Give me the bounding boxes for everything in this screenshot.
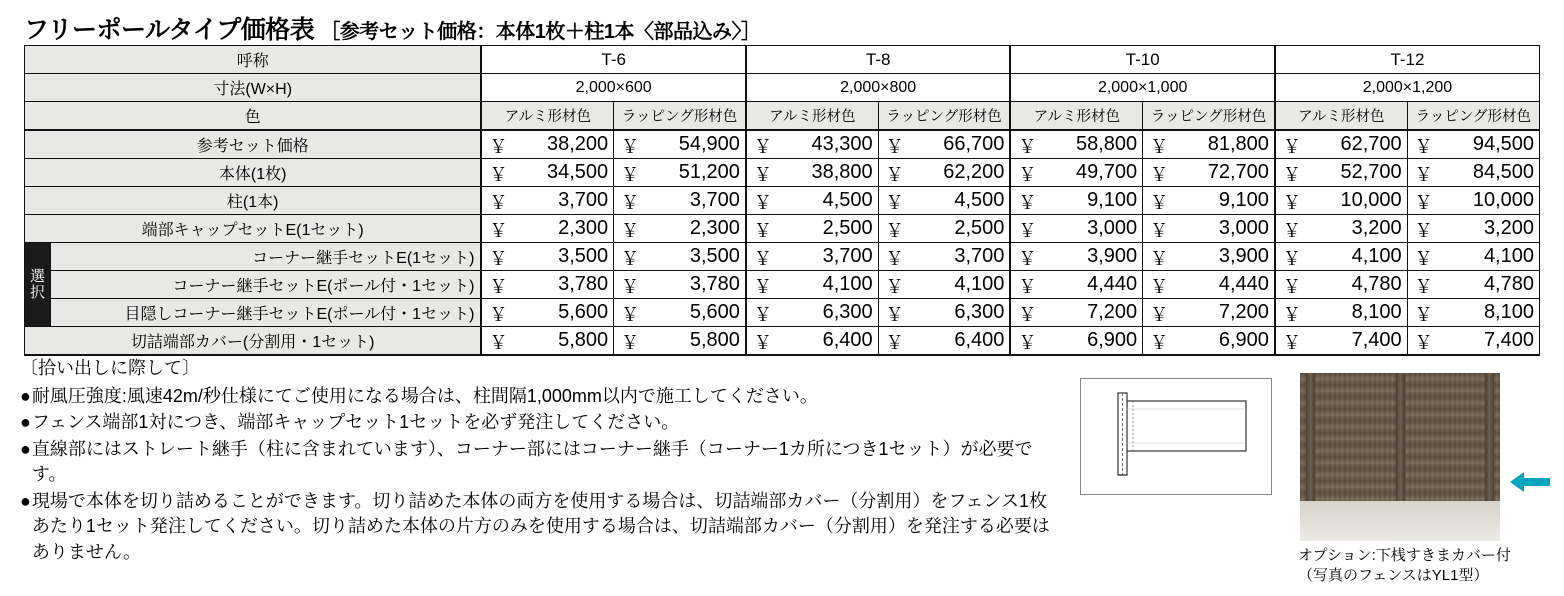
price-table — [24, 45, 1540, 356]
table-row-model — [25, 46, 1540, 74]
yen-symbol: ￥ — [1282, 277, 1301, 297]
yen-symbol: ￥ — [1282, 193, 1301, 213]
yen-symbol: ￥ — [1282, 333, 1301, 353]
endcap-t10-wrap: ￥ 3,000 — [1143, 215, 1275, 243]
blindcorner-t12-wrap: ￥ 8,100 — [1407, 299, 1539, 327]
endcap-t8-alumi: ￥ 2,500 — [746, 215, 878, 243]
yen-symbol: ￥ — [1018, 221, 1037, 241]
post-t12-wrap: ￥ 10,000 — [1407, 187, 1539, 215]
yen-symbol: ￥ — [621, 305, 640, 325]
photo-caption-line2: （写真のフェンスはYL1型） — [1298, 566, 1489, 584]
cutcover-t10-wrap: ￥ 6,900 — [1143, 327, 1275, 356]
cornerjoint-t12-alumi: ￥ 4,100 — [1275, 243, 1407, 271]
table-row-corner-joint — [25, 243, 1540, 271]
note-item — [20, 437, 1050, 488]
cornerjointpole-t8-alumi: ￥ 4,100 — [746, 271, 878, 299]
yen-symbol: ￥ — [489, 165, 508, 185]
yen-symbol: ￥ — [621, 333, 640, 353]
note-text: フェンス端部1対につき、端部キャップセット1セットを必ず発注してください。 — [31, 412, 680, 433]
body-t12-wrap: ￥ 84,500 — [1407, 159, 1539, 187]
endcap-t8-wrap: ￥ 2,500 — [878, 215, 1010, 243]
bullet-icon: ● — [20, 438, 31, 459]
endcap-t10-alumi: ￥ 3,000 — [1010, 215, 1142, 243]
photo-post-left — [1306, 373, 1315, 501]
color-t8-alumi: アルミ形材色 — [746, 102, 878, 131]
yen-symbol: ￥ — [1414, 249, 1433, 269]
post-t12-alumi: ￥ 10,000 — [1275, 187, 1407, 215]
color-t6-alumi: アルミ形材色 — [481, 102, 613, 131]
yen-symbol: ￥ — [1414, 221, 1433, 241]
table-row-cut-end-cover — [25, 327, 1540, 356]
yen-symbol: ￥ — [621, 193, 640, 213]
yen-symbol: ￥ — [489, 249, 508, 269]
yen-symbol: ￥ — [489, 333, 508, 353]
yen-symbol: ￥ — [621, 277, 640, 297]
color-t12-alumi: アルミ形材色 — [1275, 102, 1407, 131]
yen-symbol: ￥ — [753, 277, 772, 297]
product-photo — [1300, 373, 1500, 541]
yen-symbol: ￥ — [1018, 277, 1037, 297]
model-t6: T-6 — [481, 46, 746, 74]
yen-symbol: ￥ — [885, 333, 904, 353]
row-header-body: 本体(1枚) — [25, 159, 482, 187]
model-t8: T-8 — [746, 46, 1011, 74]
set-price-t12-wrap: ￥ 94,500 — [1407, 130, 1539, 159]
yen-symbol: ￥ — [1150, 137, 1169, 157]
blindcorner-t10-wrap: ￥ 7,200 — [1143, 299, 1275, 327]
yen-symbol: ￥ — [753, 221, 772, 241]
endcap-t6-alumi: ￥ 2,300 — [481, 215, 613, 243]
set-price-t6-wrap: ￥ 54,900 — [614, 130, 746, 159]
title-main-text: フリーポールタイプ価格表 — [24, 16, 315, 44]
note-text: 耐風圧強度:風速42m/秒仕様にてご使用になる場合は、柱間隔1,000mm以内で施工してください。 — [31, 385, 818, 406]
post-t10-alumi: ￥ 9,100 — [1010, 187, 1142, 215]
fence-diagram — [1080, 378, 1272, 495]
photo-ground — [1300, 501, 1500, 541]
set-price-t8-alumi: ￥ 43,300 — [746, 130, 878, 159]
yen-symbol: ￥ — [489, 305, 508, 325]
yen-symbol: ￥ — [1150, 221, 1169, 241]
yen-symbol: ￥ — [1018, 193, 1037, 213]
table-row-post — [25, 187, 1540, 215]
yen-symbol: ￥ — [753, 193, 772, 213]
cornerjointpole-t10-wrap: ￥ 4,440 — [1143, 271, 1275, 299]
bullet-icon: ● — [20, 490, 31, 511]
yen-symbol: ￥ — [1282, 221, 1301, 241]
blindcorner-t6-alumi: ￥ 5,600 — [481, 299, 613, 327]
yen-symbol: ￥ — [1414, 277, 1433, 297]
row-header-corner-joint-pole: コーナー継手セットE(ポール付・1セット) — [51, 271, 482, 299]
set-price-t6-alumi: ￥ 38,200 — [481, 130, 613, 159]
yen-symbol: ￥ — [621, 137, 640, 157]
yen-symbol: ￥ — [885, 305, 904, 325]
page-title — [24, 10, 761, 46]
yen-symbol: ￥ — [489, 193, 508, 213]
yen-symbol: ￥ — [621, 249, 640, 269]
cornerjointpole-t8-wrap: ￥ 4,100 — [878, 271, 1010, 299]
row-header-blind-corner-joint: 目隠しコーナー継手セットE(ポール付・1セット) — [51, 299, 482, 327]
photo-caption-line1: オプション:下桟すきまカバー付 — [1298, 547, 1511, 564]
body-t8-alumi: ￥ 38,800 — [746, 159, 878, 187]
cornerjoint-t10-wrap: ￥ 3,900 — [1143, 243, 1275, 271]
body-t10-alumi: ￥ 49,700 — [1010, 159, 1142, 187]
yen-symbol: ￥ — [621, 165, 640, 185]
table-row-set-price — [25, 130, 1540, 159]
cornerjoint-t8-wrap: ￥ 3,700 — [878, 243, 1010, 271]
yen-symbol: ￥ — [1282, 137, 1301, 157]
blindcorner-t12-alumi: ￥ 8,100 — [1275, 299, 1407, 327]
note-item — [20, 489, 1050, 566]
color-t12-wrap: ラッピング形材色 — [1407, 102, 1539, 131]
size-t10: 2,000×1,000 — [1010, 74, 1275, 102]
size-t12: 2,000×1,200 — [1275, 74, 1540, 102]
post-t8-wrap: ￥ 4,500 — [878, 187, 1010, 215]
yen-symbol: ￥ — [1018, 333, 1037, 353]
yen-symbol: ￥ — [1414, 165, 1433, 185]
yen-symbol: ￥ — [489, 137, 508, 157]
notes-section — [20, 356, 1050, 566]
yen-symbol: ￥ — [753, 165, 772, 185]
size-t8: 2,000×800 — [746, 74, 1011, 102]
post-t10-wrap: ￥ 9,100 — [1143, 187, 1275, 215]
row-header-size: 寸法(W×H) — [25, 74, 482, 102]
yen-symbol: ￥ — [885, 165, 904, 185]
yen-symbol: ￥ — [753, 137, 772, 157]
cutcover-t6-alumi: ￥ 5,800 — [481, 327, 613, 356]
yen-symbol: ￥ — [1150, 277, 1169, 297]
cutcover-t10-alumi: ￥ 6,900 — [1010, 327, 1142, 356]
blindcorner-t6-wrap: ￥ 5,600 — [614, 299, 746, 327]
model-t12: T-12 — [1275, 46, 1540, 74]
cutcover-t12-wrap: ￥ 7,400 — [1407, 327, 1539, 356]
post-t6-wrap: ￥ 3,700 — [614, 187, 746, 215]
color-t6-wrap: ラッピング形材色 — [614, 102, 746, 131]
note-text: 現場で本体を切り詰めることができます。切り詰めた本体の両方を使用する場合は、切詰端部カバー（分割用）をフェンス1枚あたり1セット発注してください。切り詰めた本体の片方のみを使用する場合は、切詰端部カバー（分割用）を発注する必要はありません。 — [31, 490, 1050, 562]
arrow-left-icon — [1510, 470, 1550, 494]
row-header-cut-end-cover: 切詰端部カバー(分割用・1セット) — [25, 327, 482, 356]
note-item — [20, 410, 1050, 436]
yen-symbol: ￥ — [1282, 165, 1301, 185]
row-header-post: 柱(1本) — [25, 187, 482, 215]
row-header-corner-joint: コーナー継手セットE(1セット) — [51, 243, 482, 271]
endcap-t6-wrap: ￥ 2,300 — [614, 215, 746, 243]
blindcorner-t8-wrap: ￥ 6,300 — [878, 299, 1010, 327]
cornerjoint-t10-alumi: ￥ 3,900 — [1010, 243, 1142, 271]
fence-diagram-svg — [1081, 379, 1269, 492]
body-t8-wrap: ￥ 62,200 — [878, 159, 1010, 187]
body-t6-wrap: ￥ 51,200 — [614, 159, 746, 187]
set-price-t10-wrap: ￥ 81,800 — [1143, 130, 1275, 159]
yen-symbol: ￥ — [753, 333, 772, 353]
yen-symbol: ￥ — [1414, 137, 1433, 157]
yen-symbol: ￥ — [489, 221, 508, 241]
yen-symbol: ￥ — [621, 221, 640, 241]
row-header-name: 呼称 — [25, 46, 482, 74]
notes-heading: 〔拾い出しに際して〕 — [20, 358, 200, 378]
callout-arrow — [1510, 470, 1550, 494]
yen-symbol: ￥ — [1018, 249, 1037, 269]
yen-symbol: ￥ — [1018, 137, 1037, 157]
blindcorner-t8-alumi: ￥ 6,300 — [746, 299, 878, 327]
row-header-end-cap: 端部キャップセットE(1セット) — [25, 215, 482, 243]
body-t10-wrap: ￥ 72,700 — [1143, 159, 1275, 187]
yen-symbol: ￥ — [1150, 305, 1169, 325]
set-price-t8-wrap: ￥ 66,700 — [878, 130, 1010, 159]
cornerjoint-t8-alumi: ￥ 3,700 — [746, 243, 878, 271]
yen-symbol: ￥ — [1150, 333, 1169, 353]
post-t8-alumi: ￥ 4,500 — [746, 187, 878, 215]
note-item — [20, 384, 1050, 410]
bullet-icon: ● — [20, 412, 31, 433]
yen-symbol: ￥ — [885, 249, 904, 269]
body-t12-alumi: ￥ 52,700 — [1275, 159, 1407, 187]
table-row-size — [25, 74, 1540, 102]
yen-symbol: ￥ — [885, 137, 904, 157]
yen-symbol: ￥ — [489, 277, 508, 297]
color-t10-wrap: ラッピング形材色 — [1143, 102, 1275, 131]
cornerjointpole-t6-wrap: ￥ 3,780 — [614, 271, 746, 299]
set-price-t12-alumi: ￥ 62,700 — [1275, 130, 1407, 159]
cornerjoint-t6-alumi: ￥ 3,500 — [481, 243, 613, 271]
yen-symbol: ￥ — [1150, 249, 1169, 269]
table-row-corner-joint-pole — [25, 271, 1540, 299]
cornerjointpole-t6-alumi: ￥ 3,780 — [481, 271, 613, 299]
yen-symbol: ￥ — [885, 277, 904, 297]
photo-post-mid — [1396, 373, 1405, 501]
table-row-end-cap — [25, 215, 1540, 243]
yen-symbol: ￥ — [1018, 305, 1037, 325]
set-price-t10-alumi: ￥ 58,800 — [1010, 130, 1142, 159]
row-header-set-price: 参考セット価格 — [25, 130, 482, 159]
yen-symbol: ￥ — [1414, 333, 1433, 353]
cornerjointpole-t10-alumi: ￥ 4,440 — [1010, 271, 1142, 299]
cutcover-t12-alumi: ￥ 7,400 — [1275, 327, 1407, 356]
yen-symbol: ￥ — [753, 249, 772, 269]
blindcorner-t10-alumi: ￥ 7,200 — [1010, 299, 1142, 327]
photo-post-right — [1485, 373, 1494, 501]
yen-symbol: ￥ — [1018, 165, 1037, 185]
color-t10-alumi: アルミ形材色 — [1010, 102, 1142, 131]
table-row-color — [25, 102, 1540, 131]
model-t10: T-10 — [1010, 46, 1275, 74]
cornerjoint-t6-wrap: ￥ 3,500 — [614, 243, 746, 271]
yen-symbol: ￥ — [1414, 193, 1433, 213]
photo-caption — [1298, 546, 1511, 585]
select-group-label: 選 択 — [25, 243, 51, 327]
yen-symbol: ￥ — [1150, 165, 1169, 185]
cutcover-t8-alumi: ￥ 6,400 — [746, 327, 878, 356]
cornerjointpole-t12-wrap: ￥ 4,780 — [1407, 271, 1539, 299]
title-sub-text: ［参考セット価格：本体1枚＋柱1本〈部品込み〉］ — [320, 21, 761, 43]
size-t6: 2,000×600 — [481, 74, 746, 102]
body-t6-alumi: ￥ 34,500 — [481, 159, 613, 187]
yen-symbol: ￥ — [885, 221, 904, 241]
post-t6-alumi: ￥ 3,700 — [481, 187, 613, 215]
yen-symbol: ￥ — [1150, 193, 1169, 213]
cutcover-t6-wrap: ￥ 5,800 — [614, 327, 746, 356]
yen-symbol: ￥ — [1282, 305, 1301, 325]
note-text: 直線部にはストレート継手（柱に含まれています）、コーナー部にはコーナー継手（コーナー1カ所につき1セット）が必要です。 — [31, 438, 1033, 485]
cornerjointpole-t12-alumi: ￥ 4,780 — [1275, 271, 1407, 299]
endcap-t12-alumi: ￥ 3,200 — [1275, 215, 1407, 243]
cutcover-t8-wrap: ￥ 6,400 — [878, 327, 1010, 356]
table-row-blind-corner-joint — [25, 299, 1540, 327]
row-header-color: 色 — [25, 102, 482, 131]
endcap-t12-wrap: ￥ 3,200 — [1407, 215, 1539, 243]
yen-symbol: ￥ — [885, 193, 904, 213]
yen-symbol: ￥ — [1282, 249, 1301, 269]
table-row-body — [25, 159, 1540, 187]
color-t8-wrap: ラッピング形材色 — [878, 102, 1010, 131]
yen-symbol: ￥ — [1414, 305, 1433, 325]
cornerjoint-t12-wrap: ￥ 4,100 — [1407, 243, 1539, 271]
bullet-icon: ● — [20, 385, 31, 406]
yen-symbol: ￥ — [753, 305, 772, 325]
